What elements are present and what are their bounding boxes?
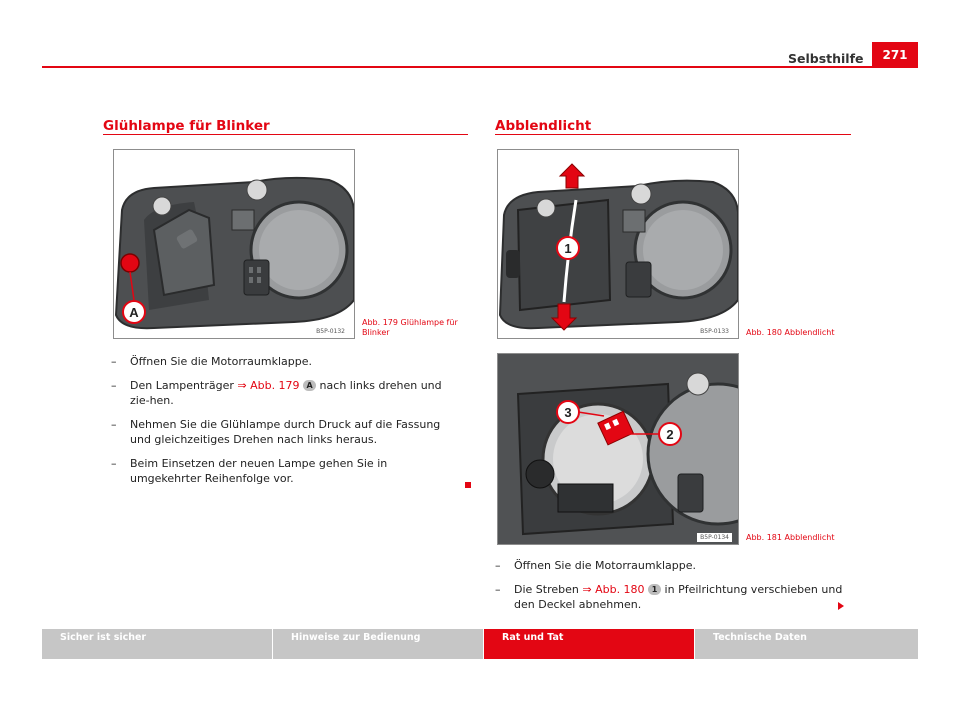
figure-179-caption (362, 318, 458, 338)
list-item (108, 456, 460, 486)
list-item (492, 582, 844, 612)
step-text: Öffnen Sie die Motorraumklappe. (130, 355, 312, 368)
section-title: Selbsthilfe (788, 51, 864, 66)
step-text: Beim Einsetzen der neuen Lampe gehen Sie in umgekehrter Reihenfolge vor. (130, 457, 388, 485)
list-item (492, 558, 844, 573)
figure-181 (497, 353, 739, 545)
list-item (108, 378, 460, 408)
right-section-heading: Abblendlicht (495, 118, 592, 134)
headlight-illustration (114, 150, 354, 338)
figure-code: B5P-0133 (697, 327, 732, 336)
tab-rat-und-tat[interactable]: Rat und Tat (484, 629, 695, 659)
callout-a: A (129, 305, 139, 320)
right-step-list (492, 558, 844, 621)
step-text: Öffnen Sie die Motorraumklappe. (514, 559, 696, 572)
step-text: nach links drehen und zie-hen. (130, 379, 442, 407)
callout-1: 1 (564, 241, 572, 256)
figure-180-caption: Abb. 180 Abblendlicht (746, 328, 835, 337)
headlight-cover-illustration (498, 150, 738, 338)
figure-reference-link[interactable]: ⇒ Abb. 179 (237, 379, 300, 392)
figure-180 (497, 149, 739, 339)
figure-181-caption: Abb. 181 Abblendlicht (746, 533, 835, 542)
continue-arrow-icon (838, 602, 844, 610)
figure-code: B5P-0132 (313, 327, 348, 336)
callout-badge: 1 (648, 584, 661, 595)
step-text: in Pfeilrichtung verschieben und den Deckel abnehmen. (514, 583, 843, 611)
headlight-bulb-illustration (498, 354, 738, 544)
step-text: Nehmen Sie die Glühlampe durch Druck auf die Fassung und gleichzeitiges Drehen nach links heraus. (130, 418, 441, 446)
callout-2: 2 (666, 427, 674, 442)
tab-sicher-ist-sicher[interactable]: Sicher ist sicher (42, 629, 273, 659)
caption-line: Abb. 179 Glühlampe für (362, 318, 458, 327)
callout-3: 3 (564, 405, 572, 420)
step-text: Die Streben (514, 583, 583, 596)
page-number: 271 (872, 42, 918, 66)
caption-line: Blinker (362, 328, 390, 337)
chapter-navigation (42, 629, 918, 659)
figure-code: B5P-0134 (697, 533, 732, 542)
list-item (108, 417, 460, 447)
figure-reference-link[interactable]: ⇒ Abb. 180 (582, 583, 645, 596)
section-end-marker (465, 482, 471, 488)
tab-technische-daten[interactable]: Technische Daten (695, 629, 918, 659)
list-item (108, 354, 460, 369)
figure-179 (113, 149, 355, 339)
right-heading-rule (495, 134, 851, 135)
left-section-heading: Glühlampe für Blinker (103, 118, 270, 134)
step-text: Den Lampenträger (130, 379, 238, 392)
left-heading-rule (103, 134, 468, 135)
left-step-list (108, 354, 460, 495)
tab-hinweise-zur-bedienung[interactable]: Hinweise zur Bedienung (273, 629, 484, 659)
callout-badge: A (303, 380, 316, 391)
header-rule (42, 66, 918, 68)
